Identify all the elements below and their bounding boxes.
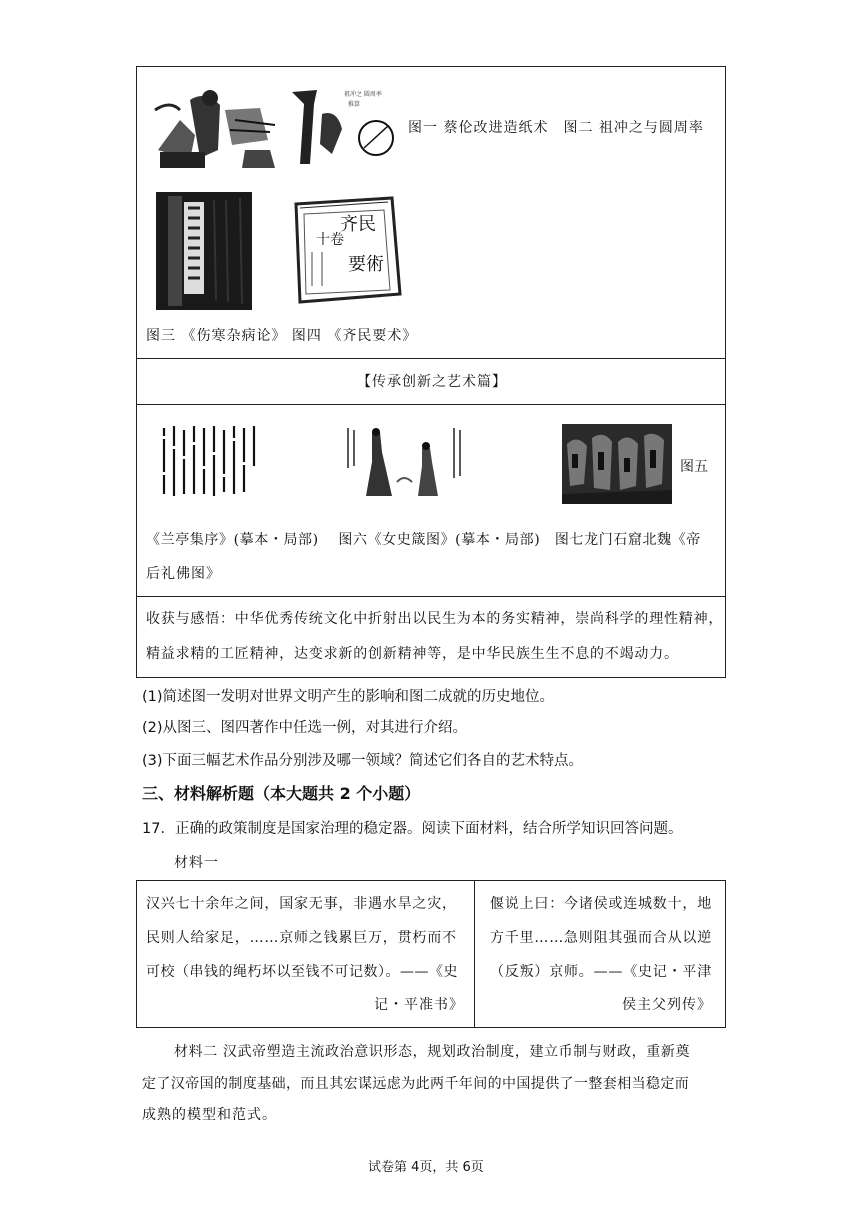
caption-fig5-label: 图五 xyxy=(680,459,708,475)
figure-lanting-calligraphy-image xyxy=(156,422,262,502)
caption-art-line2: 后礼佛图》 xyxy=(146,566,221,582)
figure-shanghan-book-image xyxy=(154,190,254,312)
question-17: 17．正确的政策制度是国家治理的稳定器。阅读下面材料，结合所学知识回答问题。 xyxy=(142,821,683,837)
material2-line2: 定了汉帝国的制度基础，而且其宏谋远虑为此两千年间的中国提供了一整套相当稳定而 xyxy=(142,1076,690,1092)
table-divider-1 xyxy=(136,358,726,359)
reflection-line1: 收获与感悟：中华优秀传统文化中折射出以民生为本的务实精神，崇尚科学的理性精神， xyxy=(146,611,724,627)
material1-right-line3: （反叛）京师。——《史记・平津 xyxy=(490,964,712,980)
material1-label: 材料一 xyxy=(174,855,219,871)
figure-papermaking-image xyxy=(150,80,280,172)
question-1: (1)简述图一发明对世界文明产生的影响和图二成就的历史地位。 xyxy=(142,689,555,705)
figure-nushi-zhen-image xyxy=(342,422,466,502)
material1-right-line2: 方千里……急则阻其强而合从以逆 xyxy=(490,930,712,946)
figure-longmen-relief-image xyxy=(562,424,672,504)
section-title: 三、材料解析题（本大题共 2 个小题） xyxy=(142,784,421,803)
svg-text:推算: 推算 xyxy=(348,101,361,108)
caption-fig3-fig4: 图三 《伤寒杂病论》 图四 《齐民要术》 xyxy=(146,328,418,344)
material1-divider xyxy=(474,880,475,1028)
reflection-line2: 精益求精的工匠精神，达变求新的创新精神等，是中华民族生生不息的不竭动力。 xyxy=(146,646,679,662)
material1-right-line4: 侯主父列传》 xyxy=(622,997,712,1013)
material2-line1: 材料二 汉武帝塑造主流政治意识形态，规划政治制度，建立币制与财政，重新奠 xyxy=(174,1044,691,1060)
figure-zu-chongzhi-image xyxy=(282,84,404,170)
svg-text:十卷: 十卷 xyxy=(316,232,344,248)
page-footer: 试卷第 4页，共 6页 xyxy=(368,1160,484,1175)
material2-line3: 成熟的模型和范式。 xyxy=(142,1107,277,1123)
material1-left-line3: 可校（串钱的绳朽坏以至钱不可记数）。——《史 xyxy=(146,964,458,980)
question-2: (2)从图三、图四著作中任选一例，对其进行介绍。 xyxy=(142,720,468,736)
material1-left-line2: 民则人给家足，……京师之钱累巨万，贯朽而不 xyxy=(146,930,457,946)
svg-text:祖冲之 圆周率: 祖冲之 圆周率 xyxy=(344,91,382,98)
caption-fig1-fig2: 图一 蔡伦改进造纸术 图二 祖冲之与圆周率 xyxy=(408,120,704,136)
material1-left-line1: 汉兴七十余年之间，国家无事，非遇水旱之灾， xyxy=(146,896,457,912)
table-divider-2 xyxy=(136,404,726,405)
caption-art-line1: 《兰亭集序》(摹本・局部) 图六《女史箴图》(摹本・局部) 图七龙门石窟北魏《帝 xyxy=(146,532,701,548)
book-title-fig4-text: 齐民 xyxy=(340,214,376,235)
figure-qimin-yaoshu-image xyxy=(292,194,404,306)
table-divider-3 xyxy=(136,596,726,597)
material1-right-line1: 偃说上曰：今诸侯或连城数十，地 xyxy=(490,896,712,912)
material1-left-line4: 记・平准书》 xyxy=(374,997,464,1013)
section-art-header: 【传承创新之艺术篇】 xyxy=(357,374,507,390)
svg-text:要術: 要術 xyxy=(348,254,384,275)
question-3: (3)下面三幅艺术作品分别涉及哪一领域？简述它们各自的艺术特点。 xyxy=(142,753,584,769)
